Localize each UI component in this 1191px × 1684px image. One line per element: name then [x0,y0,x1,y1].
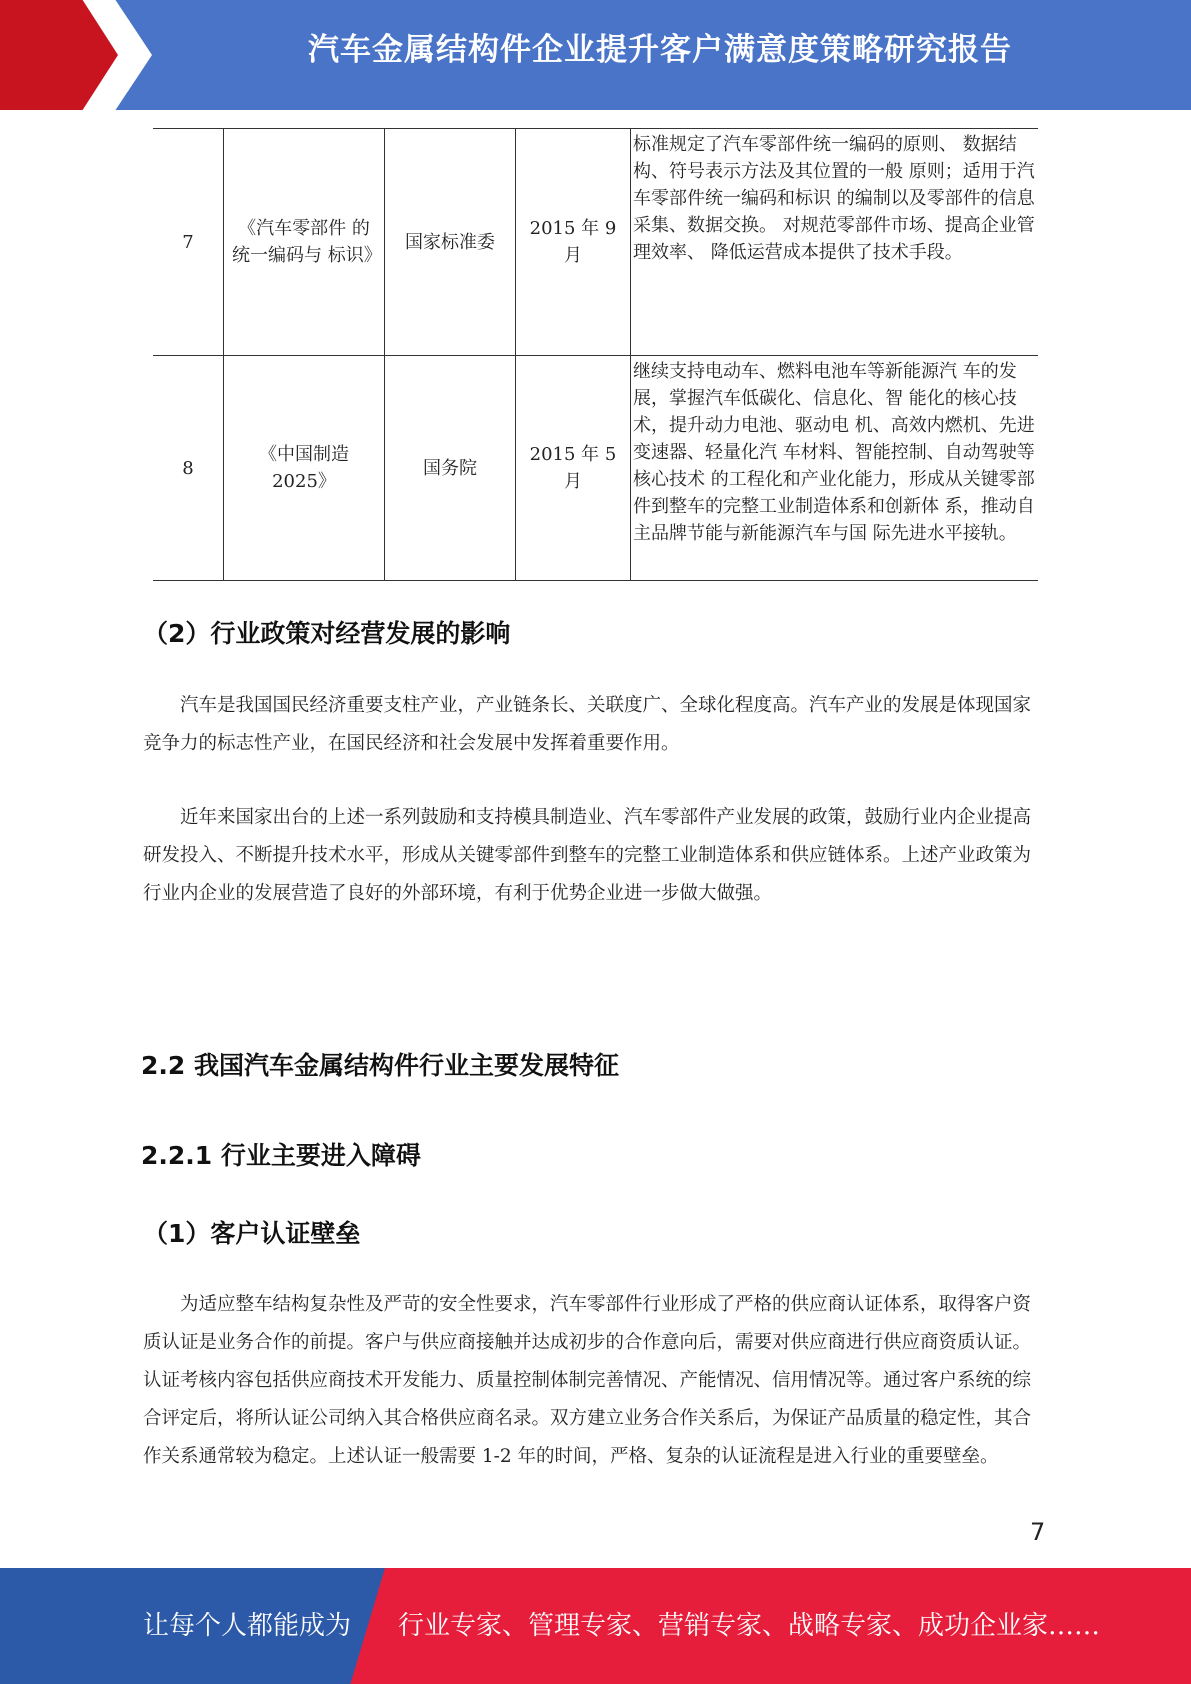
policy-impact-paragraph-2: 近年来国家出台的上述一系列鼓励和支持模具制造业、汽车零部件产业发展的政策，鼓励行业内企业提高研发投入、不断提升技术水平，形成从关键零部件到整车的完整工业制造体系和供应链体系。上述产业政策为行业内企业的发展营造了良好的外部环境，有利于优势企业进一步做大做强。 [143,807,1032,904]
policy-table [153,128,1038,581]
section-2-2-heading: 2.2 我国汽车金属结构件行业主要发展特征 [141,1051,619,1080]
policy-impact-paragraph-1: 汽车是我国国民经济重要支柱产业，产业链条长、关联度广、全球化程度高。汽车产业的发展是体现国家竞争力的标志性产业，在国民经济和社会发展中发挥着重要作用。 [143,695,1032,754]
footer-slogan-right: 行业专家、管理专家、营销专家、战略专家、成功企业家…… [398,1611,1101,1641]
customer-cert-heading: （1）客户认证壁垒 [143,1219,361,1248]
issue-date: 2015 年 9 月 [516,129,631,356]
report-title: 汽车金属结构件企业提升客户满意度策略研究报告 [308,32,1012,68]
issuing-org: 国家标准委 [385,129,516,356]
customer-cert-paragraph: 为适应整车结构复杂性及严苛的安全性要求，汽车零部件行业形成了严格的供应商认证体系，取得客户资质认证是业务合作的前提。客户与供应商接触并达成初步的合作意向后，需要对供应商进行供应商资质认证。认证考核内容包括供应商技术开发能力、质量控制体制完善情况、产能情况、信用情况等。通过客户系统的综合评定后，将所认证公司纳入其合格供应商名录。双方建立业务合作关系后，为保证产品质量的稳定性，其合作关系通常较为稳定。上述认证一般需要 1-2 年的时间，严格、复杂的认证流程是进入行业的重要壁垒。 [143,1294,1032,1467]
row-number: 7 [153,129,224,356]
issue-date: 2015 年 5 月 [516,356,631,581]
page-header [0,0,1191,110]
table-row [153,129,1038,356]
policy-name: 《汽车零部件 的统一编码与 标识》 [224,129,385,356]
policy-content: 标准规定了汽车零部件统一编码的原则、 数据结构、符号表示方法及其位置的一般 原则；适用于汽车零部件统一编码和标识 的编制以及零部件的信息采集、数据交换。 对规范零部件市场、提高企业管理效率、 降低运营成本提供了技术手段。 [631,129,1039,356]
policy-impact-heading: （2）行业政策对经营发展的影响 [143,619,511,648]
page-number: 7 [1030,1518,1046,1546]
policy-name: 《中国制造 2025》 [224,356,385,581]
row-number: 8 [153,356,224,581]
page-footer [0,1568,1191,1684]
section-2-2-1-heading: 2.2.1 行业主要进入障碍 [141,1141,421,1170]
footer-slogan-left: 让每个人都能成为 [143,1611,352,1641]
table-row [153,356,1038,581]
policy-content: 继续支持电动车、燃料电池车等新能源汽 车的发展，掌握汽车低碳化、信息化、智 能化的核心技术，提升动力电池、驱动电 机、高效内燃机、先进变速器、轻量化汽 车材料、智能控制、自动驾驶等核心技术 的工程化和产业化能力，形成从关键零部 件到整车的完整工业制造体系和创新体 系，推动自主品牌节能与新能源汽车与国 际先进水平接轨。 [631,356,1039,581]
issuing-org: 国务院 [385,356,516,581]
